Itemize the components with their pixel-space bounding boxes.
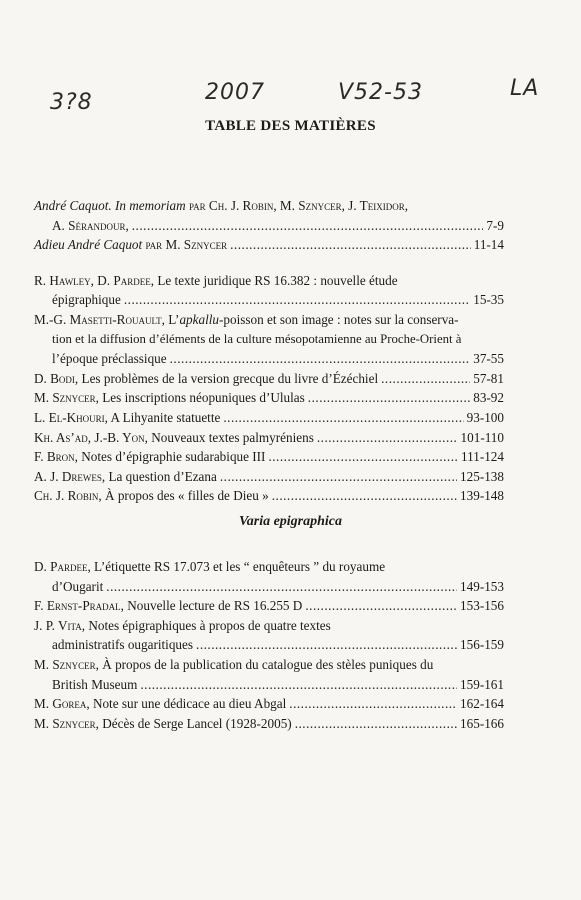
entry-authors: M.-G. Masetti-Rouault, [34,311,165,327]
entry-pages: 159-161 [460,676,504,692]
toc-entry [34,467,504,487]
entry-title-cont: administratifs ougaritiques [52,637,194,653]
entry-authors: D. Pardee, [34,559,91,574]
entry-pages: 165-166 [460,715,504,731]
entry-authors: F. Bron, [34,449,78,465]
toc-entry [34,196,504,235]
entry-pages: 83-92 [473,390,504,406]
toc-entry [34,694,504,714]
entry-title-cont: épigraphique [52,292,121,308]
toc-entry [34,655,504,694]
entry-authors: par M. Sznycer [142,237,228,253]
entry-title: -poisson et son image : notes sur la conserva- [219,311,459,327]
toc-entry [34,714,504,734]
entry-pages: 149-153 [460,578,504,594]
entry-authors: M. Gorea, [34,696,90,712]
entry-authors-cont: A. Sérandour, [52,217,129,233]
entry-title: À propos de la publication du catalogue des stèles puniques du [98,656,434,672]
handwritten-annotation-1: 3?8 [50,90,93,115]
entry-title-cont: l’époque préclassique [52,351,167,367]
entry-title: Notes épigraphiques à propos de quatre textes [85,617,331,633]
toc-entry [34,388,504,408]
toc-entry [34,557,504,596]
toc-entry [34,235,504,255]
entry-authors: D. Bodi, [34,370,79,386]
entry-title: Les problèmes de la version grecque du livre d’Ézéchiel [78,370,379,386]
entry-pages: 111-124 [461,449,504,465]
entry-pages: 162-164 [460,696,504,712]
entry-title: Nouvelle lecture de RS 16.255 D [123,598,303,614]
toc-section-main [34,196,504,506]
toc-entry [34,271,504,310]
entry-authors: Ch. J. Robin, [34,488,102,504]
toc-entry [34,616,504,655]
entry-title: L’étiquette RS 17.073 et les “ enquêteurs ” du royaume [90,559,386,574]
page-title: TABLE DES MATIÈRES [205,118,376,134]
entry-title: André Caquot. In memoriam [34,198,186,213]
entry-authors: J. P. Vita, [34,617,86,633]
entry-title-cont: tion et la diffusion d’éléments de la culture mésopotamienne au Proche-Orient à [52,331,462,346]
entry-title: Adieu André Caquot [34,237,143,253]
toc-entry [34,447,504,467]
toc-entry [34,596,504,616]
handwritten-annotation-2: 2007 [205,80,265,105]
entry-authors: F. Ernst-Pradal, [34,598,124,614]
toc-entry [34,408,504,428]
entry-title: Nouveaux textes palmyréniens [147,429,314,445]
toc-section-varia [34,557,504,733]
entry-pages: 153-156 [460,598,504,614]
entry-authors: A. J. Drewes, [34,468,106,484]
entry-authors: R. Hawley, D. Pardee, [34,272,155,288]
entry-title: Notes d’épigraphie sudarabique III [77,449,266,465]
entry-pages: 11-14 [473,237,504,253]
toc-entry: M.-G. Masetti-Rouault, L’apkallu-poisson et son image : notes sur la conserva- tion et la diffusion d’éléments de la culture mésopotamienne au Proche-Orient à l’époque préclassique ..... 37-55 [34,310,504,369]
entry-pages: 93-100 [466,409,504,425]
toc-entry [34,369,504,389]
entry-title-cont: British Museum [52,676,138,692]
toc-entry [34,428,504,448]
entry-title: La question d’Ezana [105,468,217,484]
entry-title-cont: d’Ougarit [52,578,104,594]
entry-authors: M. Sznycer, [34,656,99,672]
entry-title: Les inscriptions néopuniques d’Ululas [98,390,305,406]
entry-authors: par Ch. J. Robin, M. Sznycer, J. Teixidor, [185,198,409,213]
entry-pages: 156-159 [460,637,504,653]
entry-authors: L. El-Khouri, [34,409,108,425]
entry-title: Le texte juridique RS 16.382 : nouvelle étude [154,272,398,288]
entry-pages: 15-35 [473,292,504,308]
entry-authors: Kh. As’ad, J.-B. Yon, [34,429,148,445]
handwritten-annotation-4: LA [510,76,540,101]
entry-pages: 37-55 [473,351,504,367]
entry-pages: 57-81 [473,370,504,386]
entry-pages: 101-110 [460,429,504,445]
entry-authors: M. Sznycer, [34,715,99,731]
entry-title: Décès de Serge Lancel (1928-2005) [98,715,292,731]
entry-authors: M. Sznycer, [34,390,99,406]
handwritten-annotation-3: V52-53 [338,80,423,105]
entry-pages: 139-148 [460,488,504,504]
entry-title: À propos des « filles de Dieu » [101,488,269,504]
toc-entry [34,486,504,506]
entry-title: Note sur une dédicace au dieu Abgal [89,696,287,712]
entry-pages: 125-138 [460,468,504,484]
entry-title: A Lihyanite statuette [107,409,221,425]
entry-pages: 7-9 [486,217,504,233]
section-title: Varia epigraphica [238,514,343,529]
